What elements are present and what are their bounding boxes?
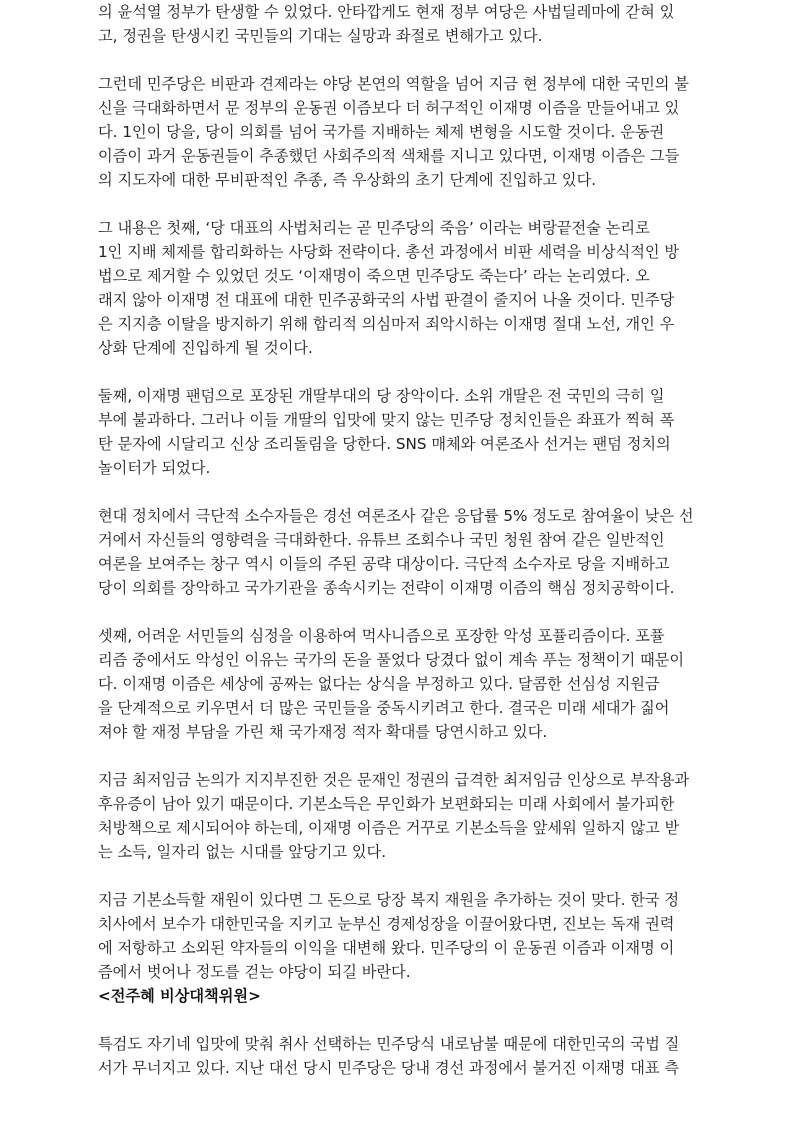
paragraph xyxy=(98,0,702,48)
paragraph xyxy=(98,768,702,864)
text-line: 즘에서 벗어나 정도를 걷는 야당이 되길 바란다. xyxy=(98,963,411,981)
text-line: 부에 불과하다. 그러나 이들 개딸의 입맛에 맞지 않는 민주당 정치인들은 좌표가 찍혀 폭 xyxy=(98,411,675,429)
text-line: 래지 않아 이재명 전 대표에 대한 민주공화국의 사법 판결이 줄지어 나올 것이다. 민주당 xyxy=(98,291,675,309)
text-line: 특검도 자기네 입맛에 맞춰 취사 선택하는 민주당식 내로남불 때문에 대한민국의 국법 질 xyxy=(98,1035,680,1053)
speaker-heading xyxy=(98,984,702,1008)
text-line: 져야 할 재정 부담을 가린 채 국가재정 적자 확대를 당연시하고 있다. xyxy=(98,723,548,741)
document-page xyxy=(98,0,702,1104)
text-line: 둘째, 이재명 팬덤으로 포장된 개딸부대의 당 장악이다. 소위 개딸은 전 국민의 극히 일 xyxy=(98,387,665,405)
text-line: 셋째, 어려운 서민들의 심정을 이용하여 먹사니즘으로 포장한 악성 포퓰리즘이다. 포퓰 xyxy=(98,627,665,645)
text-line: 당이 의회를 장악하고 국가기관을 종속시키는 전략이 이재명 이즘의 핵심 정치공학이다. xyxy=(98,579,675,597)
paragraph xyxy=(98,624,702,744)
text-line: 법으로 제거할 수 있었던 것도 ‘이재명이 죽으면 민주당도 죽는다’ 라는 논리였다. 오 xyxy=(98,267,650,285)
paragraph xyxy=(98,1032,702,1080)
text-line: 는 소득, 일자리 없는 시대를 앞당기고 있다. xyxy=(98,843,387,861)
text-line: 리즘 중에서도 악성인 이유는 국가의 돈을 풀었다 당겼다 없이 계속 푸는 정책이기 때문이 xyxy=(98,651,685,669)
text-line: 현대 정치에서 극단적 소수자들은 경선 여론조사 같은 응답률 5% 정도로 참여율이 낮은 선 xyxy=(98,507,694,525)
paragraph xyxy=(98,216,702,360)
text-line: 그런데 민주당은 비판과 견제라는 야당 본연의 역할을 넘어 지금 현 정부에 대한 국민의 불 xyxy=(98,75,689,93)
text-line: 탄 문자에 시달리고 신상 조리돌림을 당한다. SNS 매체와 여론조사 선거는 팬덤 정치의 xyxy=(98,435,671,453)
text-line: 서가 무너지고 있다. 지난 대선 당시 민주당은 당내 경선 과정에서 불거진 이재명 대표 측 xyxy=(98,1059,680,1077)
heading-close-bracket: > xyxy=(248,987,261,1005)
paragraph xyxy=(98,384,702,480)
paragraph xyxy=(98,888,702,984)
paragraph xyxy=(98,504,702,600)
text-line: 상화 단계에 진입하게 될 것이다. xyxy=(98,339,313,357)
text-line: 고, 정권을 탄생시킨 국민들의 기대는 실망과 좌절로 변해가고 있다. xyxy=(98,27,543,45)
text-line: 다. 1인이 당을, 당이 의회를 넘어 국가를 지배하는 체제 변형을 시도할 것이다. 운동권 xyxy=(98,123,665,141)
text-line: 을 단계적으로 키우면서 더 많은 국민들을 중독시키려고 한다. 결국은 미래 세대가 짊어 xyxy=(98,699,670,717)
heading-open-bracket: < xyxy=(98,987,111,1005)
text-line: 그 내용은 첫째, ‘당 대표의 사법처리는 곧 민주당의 죽음’ 이라는 벼랑끝전술 논리로 xyxy=(98,219,650,237)
text-line: 지금 기본소득할 재원이 있다면 그 돈으로 당장 복지 재원을 추가하는 것이 맞다. 한국 정 xyxy=(98,891,680,909)
text-line: 처방책으로 제시되어야 하는데, 이재명 이즘은 거꾸로 기본소득을 앞세워 일하지 않고 받 xyxy=(98,819,680,837)
text-line: 여론을 보여주는 창구 역시 이들의 주된 공략 대상이다. 극단적 소수자로 당을 지배하고 xyxy=(98,555,670,573)
text-line: 후유증이 남아 있기 때문이다. 기본소득은 무인화가 보편화되는 미래 사회에서 불가피한 xyxy=(98,795,675,813)
text-line: 거에서 자신들의 영향력을 극대화한다. 유튜브 조회수나 국민 청원 참여 같은 일반적인 xyxy=(98,531,665,549)
text-line: 지금 최저임금 논의가 지지부진한 것은 문재인 정권의 급격한 최저임금 인상으로 부작용과 xyxy=(98,771,690,789)
text-line: 이즘이 과거 운동권들이 추종했던 사회주의적 색채를 지니고 있다면, 이재명 이즘은 그들 xyxy=(98,147,680,165)
text-line: 의 윤석열 정부가 탄생할 수 있었다. 안타깝게도 현재 정부 여당은 사법딜레마에 갇혀 있 xyxy=(98,3,675,21)
text-line: 에 저항하고 소외된 약자들의 이익을 대변해 왔다. 민주당의 이 운동권 이즘과 이재명 이 xyxy=(98,939,675,957)
text-line: 1인 지배 체제를 합리화하는 사당화 전략이다. 총선 과정에서 비판 세력을 비상식적인 방 xyxy=(98,243,680,261)
text-line: 놀이터가 되었다. xyxy=(98,459,211,477)
text-line: 신을 극대화하면서 문 정부의 운동권 이즘보다 더 허구적인 이재명 이즘을 만들어내고 있 xyxy=(98,99,680,117)
paragraph xyxy=(98,72,702,192)
speaker-name: 전주혜 비상대책위원 xyxy=(110,987,249,1005)
text-line: 의 지도자에 대한 무비판적인 추종, 즉 우상화의 초기 단계에 진입하고 있다. xyxy=(98,171,597,189)
text-line: 은 지지층 이탈을 방지하기 위해 합리적 의심마저 죄악시하는 이재명 절대 노선, 개인 우 xyxy=(98,315,675,333)
text-line: 치사에서 보수가 대한민국을 지키고 눈부신 경제성장을 이끌어왔다면, 진보는 독재 권력 xyxy=(98,915,675,933)
text-line: 다. 이재명 이즘은 세상에 공짜는 없다는 상식을 부정하고 있다. 달콤한 선심성 지원금 xyxy=(98,675,660,693)
